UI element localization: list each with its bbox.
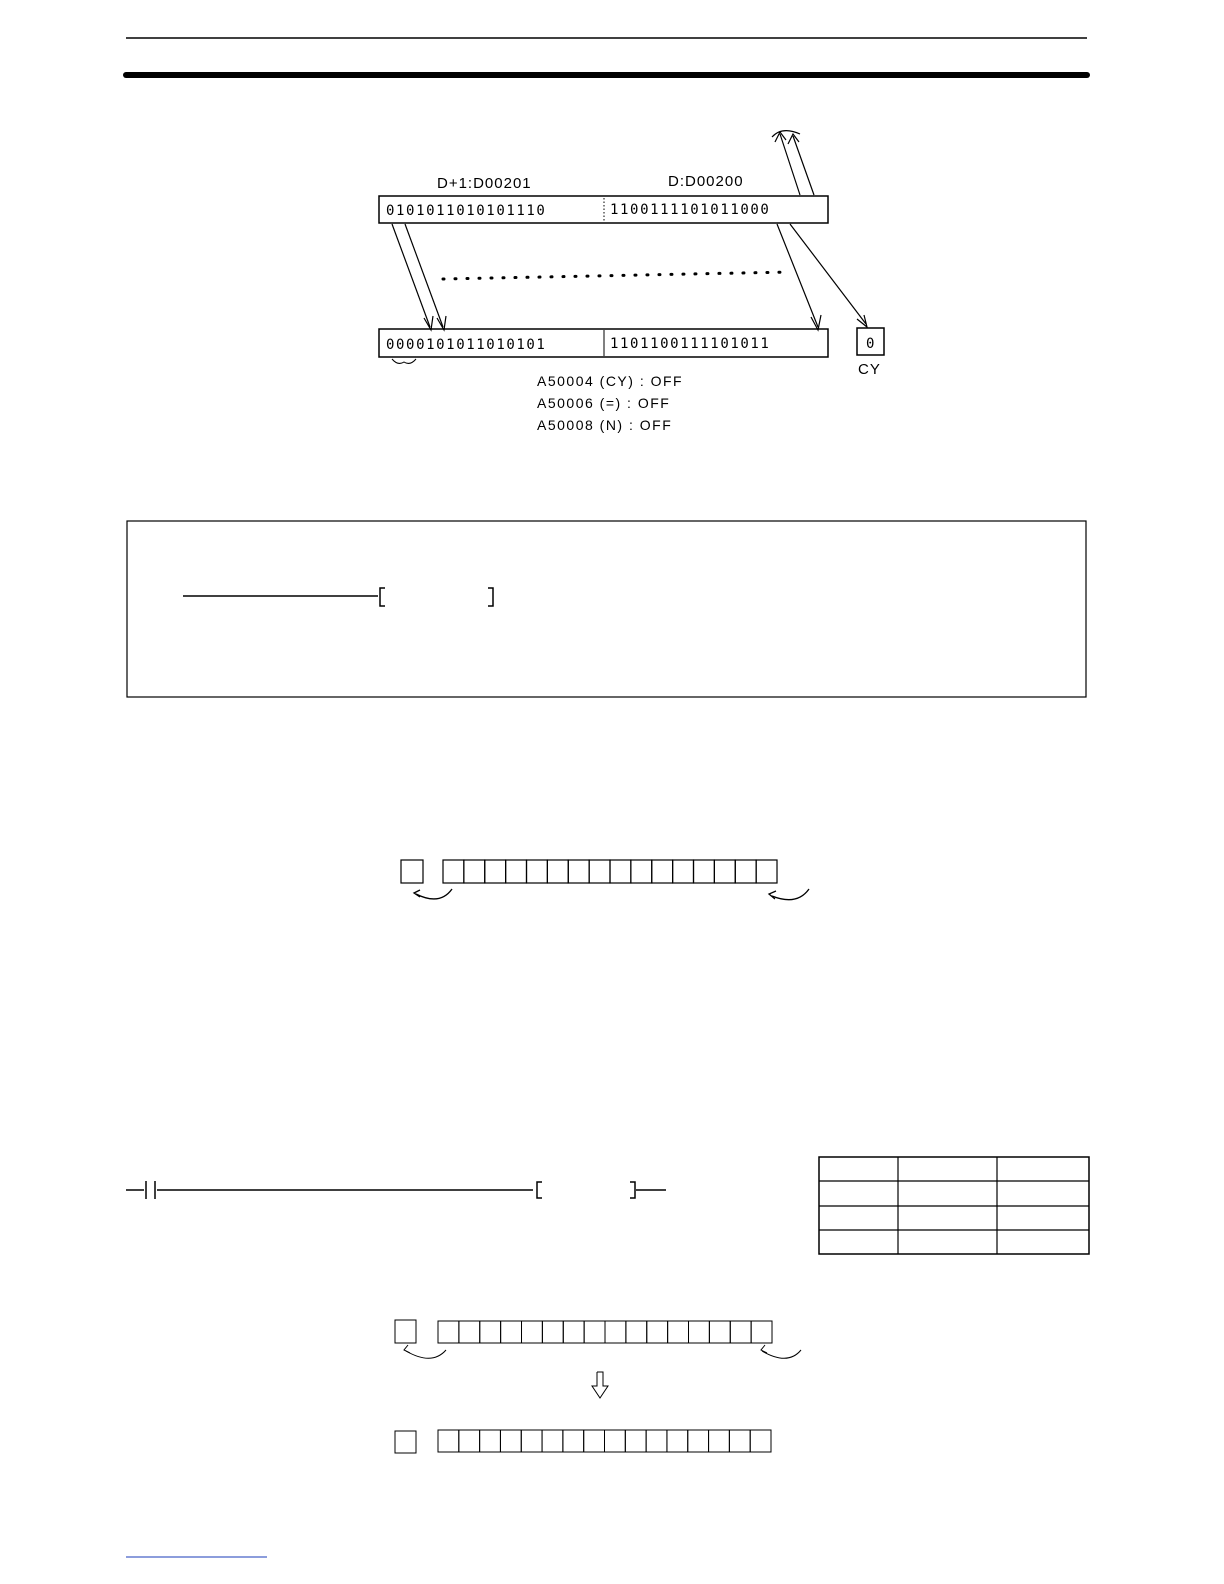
example-ladder bbox=[126, 1181, 666, 1199]
register-bit-cell bbox=[500, 1430, 521, 1452]
after-lower-bits: 1101100111101011 bbox=[610, 336, 771, 352]
shift-arrows bbox=[392, 224, 867, 330]
carry-cell-after bbox=[395, 1431, 416, 1453]
register-bit-cell bbox=[626, 1321, 647, 1343]
register-bit-cell bbox=[438, 1321, 459, 1343]
register-bit-cell bbox=[443, 860, 464, 883]
register-bit-cell bbox=[459, 1430, 480, 1452]
register-bit-cell bbox=[563, 1430, 584, 1452]
register-bit-cell bbox=[646, 1430, 667, 1452]
register-bit-cell bbox=[547, 860, 568, 883]
register-bit-cell bbox=[589, 860, 610, 883]
upper-word-label: D+1:D00201 bbox=[437, 175, 532, 192]
carry-out-arrow-2 bbox=[406, 1350, 446, 1358]
register-bit-cell bbox=[464, 860, 485, 883]
register-bit-cell bbox=[610, 860, 631, 883]
register-bit-cell bbox=[584, 1430, 605, 1452]
carry-in-arrow-2 bbox=[762, 1350, 801, 1358]
lower-word-label: D:D00200 bbox=[668, 173, 744, 190]
carry-label: CY bbox=[858, 361, 881, 378]
operand-table bbox=[819, 1157, 1089, 1254]
register-bit-cell bbox=[735, 860, 756, 883]
register-bit-cell bbox=[689, 1321, 710, 1343]
register-bit-cell bbox=[709, 1321, 730, 1343]
register-cells-after bbox=[438, 1430, 771, 1452]
before-upper-bits: 0101011010101110 bbox=[386, 203, 547, 219]
register-bit-cell bbox=[714, 860, 735, 883]
register-bit-cell bbox=[522, 1321, 543, 1343]
flag-n: A50008 (N) : OFF bbox=[537, 417, 673, 433]
register-bit-cell bbox=[542, 1321, 563, 1343]
flag-eq: A50006 (=) : OFF bbox=[537, 395, 671, 411]
register-bit-cell bbox=[506, 860, 527, 883]
register-bit-cell bbox=[605, 1321, 626, 1343]
register-bit-cell bbox=[568, 860, 589, 883]
register-before-after-diagram bbox=[395, 1320, 801, 1453]
carry-value: 0 bbox=[866, 336, 875, 352]
register-bit-cell bbox=[647, 1321, 668, 1343]
register-bit-cell bbox=[584, 1321, 605, 1343]
register-bit-cell bbox=[667, 1430, 688, 1452]
register-bit-cell bbox=[750, 1430, 771, 1452]
register-bit-cell bbox=[652, 860, 673, 883]
register-cells-before bbox=[438, 1321, 772, 1343]
before-lower-bits: 1100111101011000 bbox=[610, 202, 771, 218]
carry-out-arrow bbox=[416, 889, 452, 899]
register-bit-cell bbox=[542, 1430, 563, 1452]
instruction-bracket-right bbox=[488, 588, 493, 606]
register-bit-cell bbox=[709, 1430, 730, 1452]
register-bit-cell bbox=[729, 1430, 750, 1452]
example-bracket-right bbox=[630, 1182, 635, 1198]
instruction-bracket-left bbox=[380, 588, 385, 606]
register-bit-cell bbox=[563, 1321, 584, 1343]
register-bit-cell bbox=[751, 1321, 772, 1343]
register-bit-cell bbox=[694, 860, 715, 883]
register-bit-cell bbox=[527, 860, 548, 883]
after-upper-bits: 0000101011010101 bbox=[386, 337, 547, 353]
register-carry-diagram bbox=[401, 860, 809, 900]
example-bracket-left bbox=[537, 1182, 542, 1198]
shift-example-diagram bbox=[379, 131, 884, 433]
register-bit-cell bbox=[501, 1321, 522, 1343]
shift-out-arrows bbox=[772, 131, 814, 195]
register-bit-cell bbox=[605, 1430, 626, 1452]
register-bit-cell bbox=[480, 1430, 501, 1452]
register-bit-cell bbox=[668, 1321, 689, 1343]
register-bit-cell bbox=[480, 1321, 501, 1343]
register-cells bbox=[443, 860, 777, 883]
register-bit-cell bbox=[673, 860, 694, 883]
register-bit-cell bbox=[625, 1430, 646, 1452]
register-bit-cell bbox=[756, 860, 777, 883]
flag-cy: A50004 (CY) : OFF bbox=[537, 373, 684, 389]
register-bit-cell bbox=[459, 1321, 480, 1343]
dotted-continuation bbox=[443, 272, 790, 279]
carry-cell-before bbox=[395, 1320, 416, 1343]
zero-fill-brace bbox=[392, 359, 416, 363]
register-bit-cell bbox=[631, 860, 652, 883]
register-bit-cell bbox=[730, 1321, 751, 1343]
carry-in-arrow bbox=[772, 889, 809, 900]
register-bit-cell bbox=[485, 860, 506, 883]
register-bit-cell bbox=[438, 1430, 459, 1452]
register-bit-cell bbox=[688, 1430, 709, 1452]
down-arrow-icon bbox=[592, 1372, 608, 1398]
instruction-box bbox=[127, 521, 1086, 697]
carry-cell bbox=[401, 860, 423, 883]
register-bit-cell bbox=[521, 1430, 542, 1452]
